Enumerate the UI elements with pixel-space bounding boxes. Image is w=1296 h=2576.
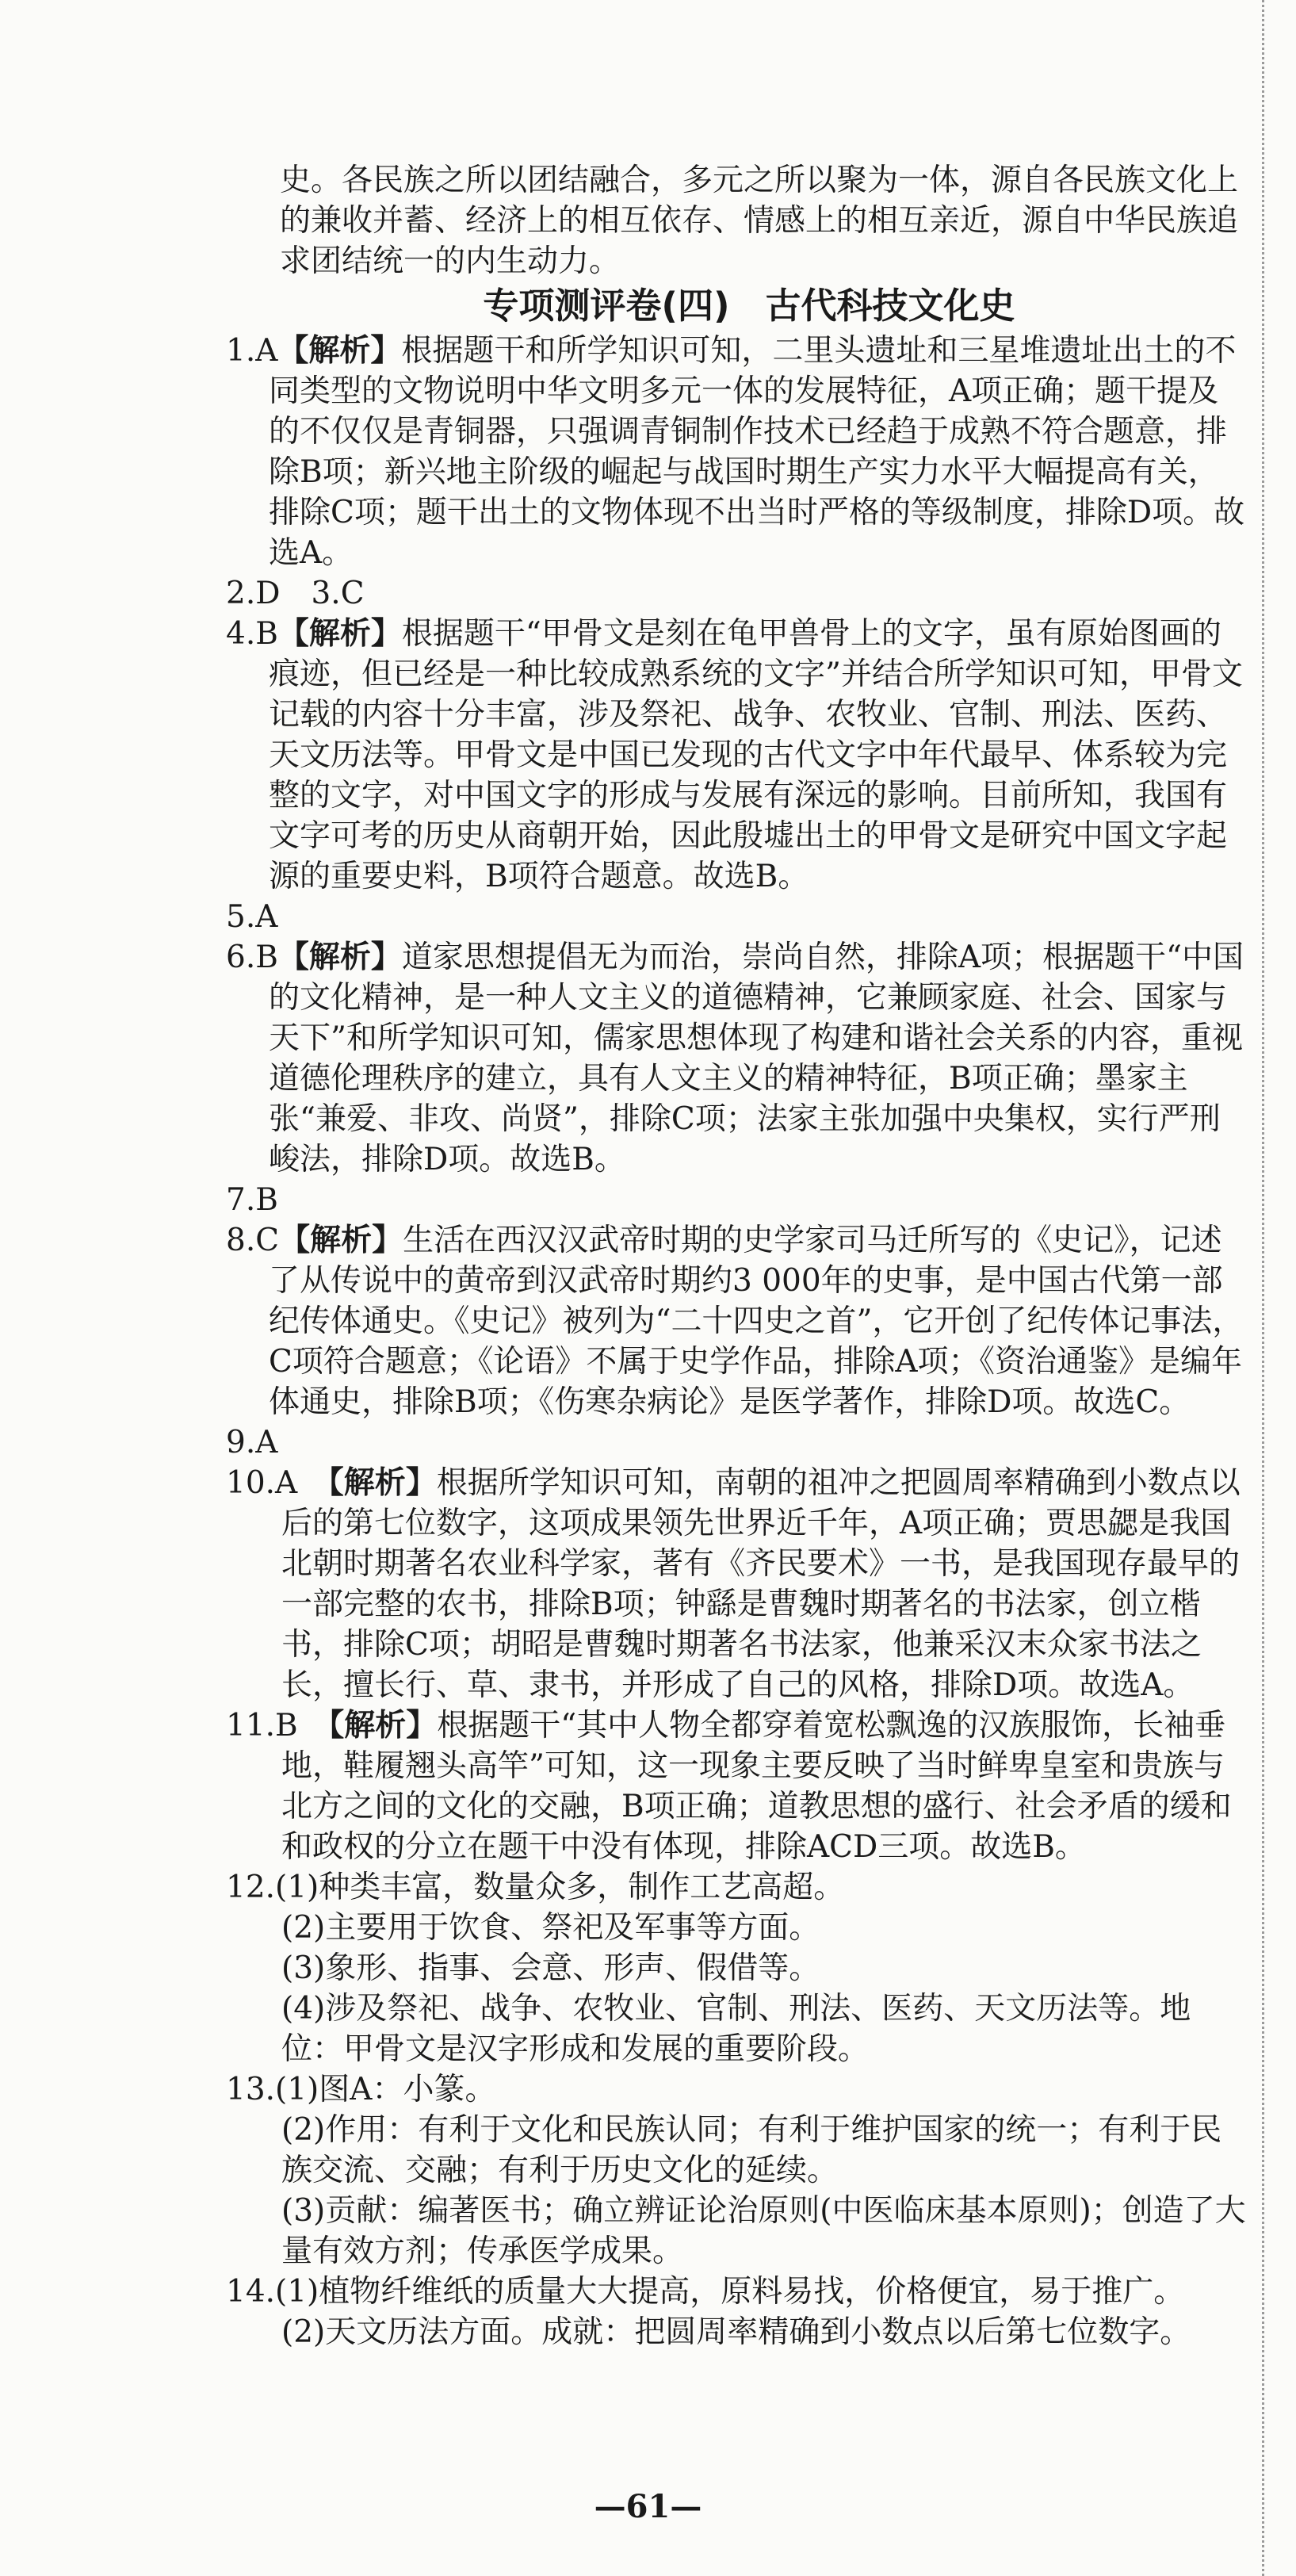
answer-number: 6.B <box>226 940 278 975</box>
answer-part: (2)主要用于饮食、祭祀及军事等方面。 <box>281 1910 820 1946</box>
answer-part: (2)作用：有利于文化和民族认同；有利于维护国家的统一；有利于民族交流、交融；有利于历史文化的延续。 <box>281 2112 1222 2188</box>
answer-part: (3)象形、指事、会意、形声、假借等。 <box>281 1950 820 1986</box>
answer-item <box>226 1705 1248 1867</box>
answer-item <box>226 614 1248 897</box>
answer-item <box>226 1180 1248 1220</box>
answer-part: (2)天文历法方面。成就：把圆周率精确到小数点以后第七位数字。 <box>281 2314 1191 2350</box>
answer-number: 4.B <box>226 616 278 652</box>
analysis-tag: 【解析】 <box>328 1465 437 1501</box>
answer-number: 10.A <box>226 1465 298 1501</box>
answer-item <box>226 573 1248 614</box>
answer-item <box>226 331 1248 573</box>
answer-item <box>226 897 1248 937</box>
answer-item-13 <box>226 2069 1248 2110</box>
intro-paragraph: 史。各民族之所以团结融合，多元之所以聚为一体，源自各民族文化上的兼收并蓄、经济上的相互依存、情感上的相互亲近，源自中华民族追求团结统一的内生动力。 <box>280 163 1239 279</box>
answer-number: 12. <box>226 1870 276 1905</box>
answer-number: 11.B <box>226 1708 298 1743</box>
answer-text: 根据所学知识可知，南朝的祖冲之把圆周率精确到小数点以后的第七位数字，这项成果领先世界近千年，A项正确；贾思勰是我国北朝时期著名农业科学家，著有《齐民要术》一书，是我国现存最早的一部完整的农书，排除B项；钟繇是曹魏时期著名的书法家，创立楷书，排除C项；胡昭是曹魏时期著名书法家，他兼采汉末众家书法之长，擅长行、草、隶书，并形成了自己的风格，排除D项。故选A。 <box>281 1465 1241 1703</box>
answer-text: 根据题干和所学知识可知，二里头遗址和三星堆遗址出土的不同类型的文物说明中华文明多元一体的发展特征，A项正确；题干提及的不仅仅是青铜器，只强调青铜制作技术已经趋于成熟不符合题意，排除B项；新兴地主阶级的崛起与战国时期生产实力水平大幅提高有关，排除C项；题干出土的文物体现不出当时严格的等级制度，排除D项。故选A。 <box>269 333 1245 571</box>
section-title: 专项测评卷(四) 古代科技文化史 <box>483 285 1015 327</box>
answer-text: 根据题干“其中人物全都穿着宽松飘逸的汉族服饰，长袖垂地，鞋履翘头高竿”可知，这一现象主要反映了当时鲜卑皇室和贵族与北方之间的文化的交融，B项正确；道教思想的盛行、社会矛盾的缓和和政权的分立在题干中没有体现，排除ACD三项。故选B。 <box>281 1708 1232 1865</box>
answer-number: 9.A <box>226 1425 278 1460</box>
analysis-tag: 【解析】 <box>328 1708 438 1743</box>
answer-part: (1)种类丰富，数量众多，制作工艺高超。 <box>275 1870 845 1905</box>
answer-text: 根据题干“甲骨文是刻在龟甲兽骨上的文字，虽有原始图画的痕迹，但已经是一种比较成熟系统的文字”并结合所学知识可知，甲骨文记载的内容十分丰富，涉及祭祀、战争、农牧业、官制、刑法、医药、天文历法等。甲骨文是中国已发现的古代文字中年代最早、体系较为完整的文字，对中国文字的形成与发展有深远的影响。目前所知，我国有文字可考的历史从商朝开始，因此殷墟出土的甲骨文是研究中国文字起源的重要史料，B项符合题意。故选B。 <box>269 616 1243 894</box>
answer-item <box>226 1463 1248 1705</box>
analysis-tag: 【解析】 <box>277 333 402 369</box>
answer-number: 8.C <box>226 1223 280 1258</box>
answer-part: (1)图A：小篆。 <box>275 2072 496 2107</box>
answer-text-block <box>226 160 1248 2352</box>
answer-item <box>226 1422 1248 1463</box>
page-edge-dots <box>1262 0 1264 2576</box>
analysis-tag: 【解析】 <box>277 940 402 975</box>
answer-part: (3)贡献：编著医书；确立辨证论治原则(中医临床基本原则)；创造了大量有效方剂；传承医学成果。 <box>281 2193 1246 2269</box>
answer-text: 生活在西汉汉武帝时期的史学家司马迁所写的《史记》，记述了从传说中的黄帝到汉武帝时期约3 000年的史事，是中国古代第一部纪传体通史。《史记》被列为“二十四史之首”，它开创了纪传体记事法，C项符合题意；《论语》不属于史学作品，排除A项；《资治通鉴》是编年体通史，排除B项；《伤寒杂病论》是医学著作，排除D项。故选C。 <box>269 1223 1244 1420</box>
answer-number: 7.B <box>226 1182 278 1218</box>
answer-part: (4)涉及祭祀、战争、农牧业、官制、刑法、医药、天文历法等。地位：甲骨文是汉字形成和发展的重要阶段。 <box>281 1991 1191 2067</box>
answer-item <box>226 1220 1248 1422</box>
answer-number: 2.D 3.C <box>226 576 365 611</box>
answer-number: 5.A <box>226 899 278 935</box>
answer-part: (1)植物纤维纸的质量大大提高，原料易找，价格便宜，易于推广。 <box>275 2274 1185 2310</box>
analysis-tag: 【解析】 <box>279 1223 403 1258</box>
answer-number: 1.A <box>226 333 278 369</box>
answer-item-14 <box>226 2272 1248 2312</box>
page-number: —61— <box>594 2488 702 2525</box>
answer-number: 14. <box>226 2274 276 2310</box>
answer-text: 道家思想提倡无为而治，崇尚自然，排除A项；根据题干“中国的文化精神，是一种人文主义的道德精神，它兼顾家庭、社会、国家与天下”和所学知识可知，儒家思想体现了构建和谐社会关系的内容，重视道德伦理秩序的建立，具有人文主义的精神特征，B项正确；墨家主张“兼爱、非攻、尚贤”，排除C项；法家主张加强中央集权，实行严刑峻法，排除D项。故选B。 <box>269 940 1244 1177</box>
analysis-tag: 【解析】 <box>277 616 402 652</box>
answer-number: 13. <box>226 2072 276 2107</box>
answer-item <box>226 937 1248 1180</box>
answer-item-12 <box>226 1867 1248 1908</box>
